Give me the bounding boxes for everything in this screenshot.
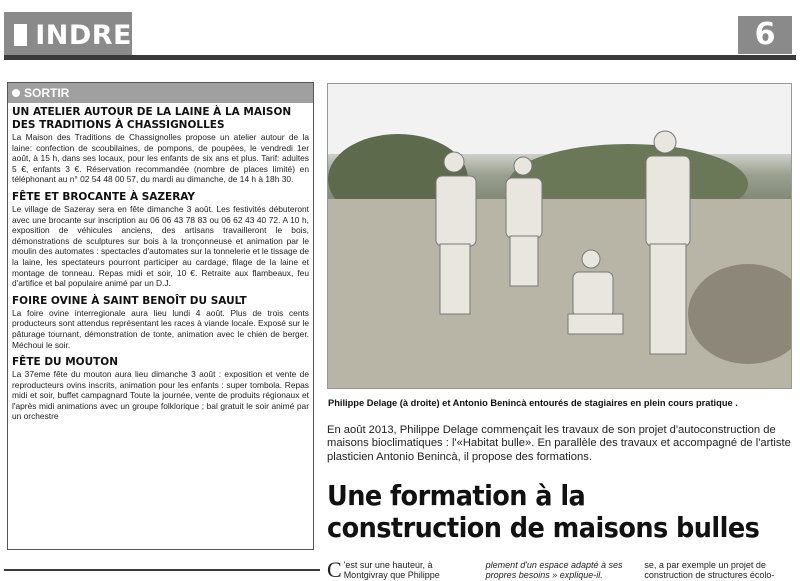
event-item (12, 295, 309, 350)
event-list (8, 103, 313, 422)
article-body (327, 560, 793, 581)
event-title: FOIRE OVINE À SAINT BENOÎT DU SAULT (12, 294, 247, 307)
body-text: plement d'un espace adapté à ses propres besoins » explique-il. (485, 560, 623, 580)
drop-cap: C (327, 560, 342, 581)
photo-caption: Philippe Delage (à droite) et Antonio Benincà entourés de stagiaires en plein cours pratique . (328, 398, 738, 408)
article-headline: Une formation à la construction de maisons bulles (327, 480, 760, 544)
header-rule (4, 55, 796, 60)
event-item (12, 191, 309, 289)
event-item (12, 356, 309, 422)
event-title: FÊTE DU MOUTON (12, 356, 119, 369)
bullet-icon (12, 89, 20, 97)
event-text: La foire ovine interregionale aura lieu lundi 4 août. Plus de trois cents producteurs sont attendus représentant les races à viande locale. Exposé sur le pâturage tournant, démonstration de tonte, animation avec le chien de berger. Méchoui le soir. (12, 307, 309, 350)
sortir-label: SORTIR (24, 86, 70, 100)
body-column (644, 560, 793, 581)
column-rule (4, 569, 320, 571)
event-text: La 37eme fête du mouton aura lieu dimanche 3 août : exposition et vente de reproducteurs ovins inscrits, animation pour les enfants : super tombola. Repas midi et soir, buffet campagnard Toute la journée, vente de produits régionaux et l'après midi animations avec un groupe folklorique ; bal gratuit le soir animé par un orchestre (12, 369, 309, 422)
event-text: La Maison des Traditions de Chassignolles propose un atelier autour de la laine: confection de scoubilaines, de pompons, de poupées, le vendredi 1er août, à 15 h, dans ses locaux, pour les enfants de six ans et plus. Tarif: adultes 5 €, enfants 3 €. Réservation recommandée (nombre de places limité) en téléphonant au n° 02 54 48 00 57, du mardi au dimanche, de 14 h à 18h 30. (12, 132, 309, 185)
event-title: UN ATELIER AUTOUR DE LA LAINE À LA MAISON DES TRADITIONS À CHASSIGNOLLES (12, 106, 292, 131)
sortir-header (8, 83, 313, 103)
square-icon (14, 24, 27, 46)
body-text: 'est sur une hauteur, à Montgivray que Philippe (343, 560, 440, 580)
event-title: FÊTE ET BROCANTE À SAZERAY (12, 190, 196, 203)
body-text: se, a par exemple un projet de construction de structures écolo- (644, 560, 775, 580)
article-intro: En août 2013, Philippe Delage commençait les travaux de son projet d'autoconstruction de maisons bioclimatiques : l'«Habitat bulle». En parallèle des travaux et accompagné de l'artiste plasticien Antonio Benincà, il propose des formations. (327, 424, 791, 463)
event-item (12, 106, 309, 185)
photo-illustration (328, 84, 792, 389)
sortir-box (7, 82, 314, 550)
section-header (4, 12, 132, 58)
page-number: 6 (738, 16, 792, 54)
article-photo (327, 83, 792, 389)
body-column (327, 560, 476, 581)
event-text: Le village de Sazeray sera en fête dimanche 3 août. Les festivités débuteront avec une brocante sur inscription au 06 06 43 78 83 ou 06 62 43 40 72. A 10 h, exposition de véhicules anciens, des artisans travailleront le bois, démonstrations de sculptures sur bois à la tronçonneuse et animation par le moulin des automates : spectacles d'automates sur la tonnelerie et le tissage de la laine, les spectateurs pourront participer au cardage, filage de la laine et montage de tonneau. Repas midi et soir, 10 €. Retraite aux flambeaux, feu d'artifice et bal populaire animé par un D.J. (12, 203, 309, 289)
section-title: INDRE (35, 19, 132, 51)
body-column (486, 560, 635, 581)
